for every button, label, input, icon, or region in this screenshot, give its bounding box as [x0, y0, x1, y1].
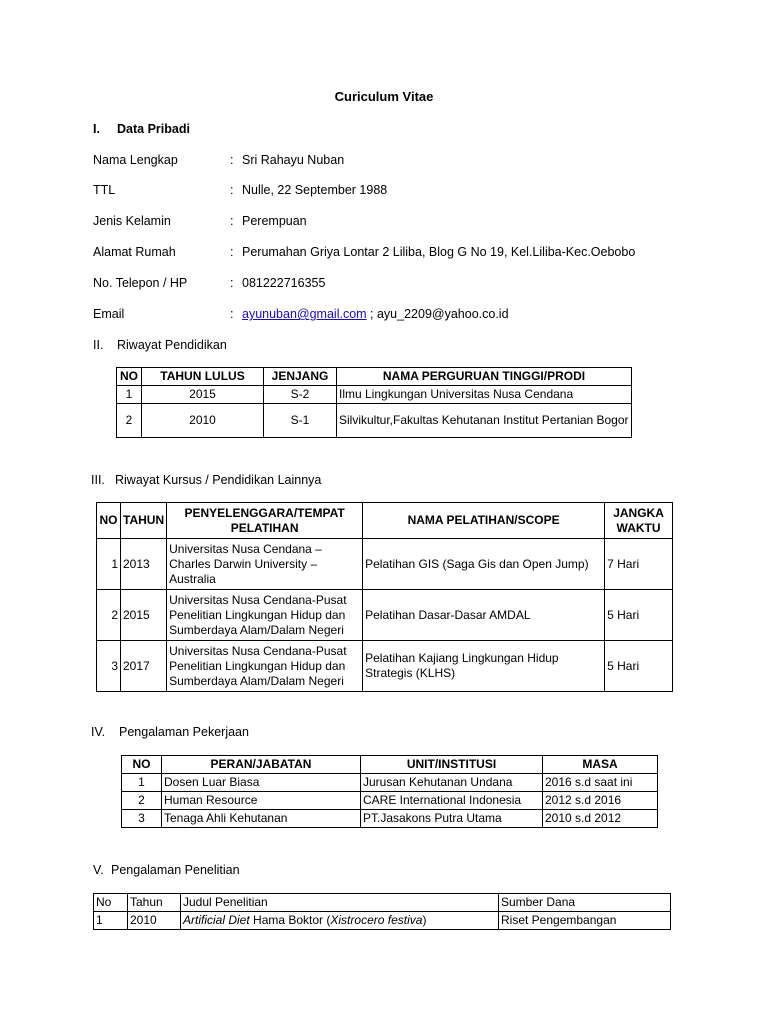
table-row: 3 2017 Universitas Nusa Cendana-Pusat Penelitian Lingkungan Hidup dan Sumberdaya Alam/Dalam Negeri Pelatihan Kajiang Lingkungan Hidup Strategis (KLHS) 5 Hari — [97, 641, 673, 692]
table-row: 1 2015 S-2 Ilmu Lingkungan Universitas Nusa Cendana — [117, 386, 632, 404]
education-header-row: NO TAHUN LULUS JENJANG NAMA PERGURUAN TINGGI/PRODI — [117, 368, 632, 386]
section-pengalaman-pekerjaan: IV. Pengalaman Pekerjaan — [91, 725, 249, 739]
name-value: Sri Rahayu Nuban — [242, 153, 345, 167]
table-row: 2 2015 Universitas Nusa Cendana-Pusat Penelitian Lingkungan Hidup dan Sumberdaya Alam/Dalam Negeri Pelatihan Dasar-Dasar AMDAL 5 Hari — [97, 590, 673, 641]
courses-header-row: NO TAHUN PENYELENGGARA/TEMPAT PELATIHAN NAMA PELATIHAN/SCOPE JANGKA WAKTU — [97, 503, 673, 539]
section-riwayat-kursus: III. Riwayat Kursus / Pendidikan Lainnya — [91, 473, 322, 487]
row-telepon: No. Telepon / HP : 081222716355 — [93, 276, 326, 290]
education-table — [116, 367, 632, 438]
table-row: 2 2010 S-1 Silvikultur,Fakultas Kehutanan Institut Pertanian Bogor — [117, 404, 632, 438]
ttl-value: Nulle, 22 September 1988 — [242, 183, 388, 197]
email-secondary: ayu_2209@yahoo.co.id — [376, 307, 509, 321]
table-row: 1 2010 Artificial Diet Hama Boktor (Xistrocero festiva) Riset Pengembangan — [94, 912, 671, 930]
section-data-pribadi: I. Data Pribadi — [93, 122, 190, 136]
address-value: Perumahan Griya Lontar 2 Liliba, Blog G No 19, Kel.Liliba-Kec.Oebobo — [242, 245, 636, 259]
table-row: 1 2013 Universitas Nusa Cendana – Charles Darwin University – Australia Pelatihan GIS (Saga Gis dan Open Jump) 7 Hari — [97, 539, 673, 590]
row-ttl: TTL : Nulle, 22 September 1988 — [93, 183, 388, 197]
work-table — [121, 755, 658, 828]
courses-table — [96, 502, 673, 692]
row-alamat: Alamat Rumah : Perumahan Griya Lontar 2 Liliba, Blog G No 19, Kel.Liliba-Kec.Oebobo — [93, 245, 636, 259]
section-riwayat-pendidikan: II. Riwayat Pendidikan — [93, 338, 227, 352]
phone-value: 081222716355 — [242, 276, 326, 290]
gender-value: Perempuan — [242, 214, 307, 228]
research-title: Artificial Diet Hama Boktor (Xistrocero festiva) — [181, 912, 499, 930]
table-row: 3 Tenaga Ahli Kehutanan PT.Jasakons Putra Utama 2010 s.d 2012 — [122, 810, 658, 828]
row-email: Email : ayunuban@gmail.com ; ayu_2209@yahoo.co.id — [93, 307, 509, 321]
row-jenis-kelamin: Jenis Kelamin : Perempuan — [93, 214, 307, 228]
email-link[interactable]: ayunuban@gmail.com — [242, 307, 367, 321]
row-nama: Nama Lengkap : Sri Rahayu Nuban — [93, 153, 345, 167]
research-table — [93, 893, 671, 930]
section-pengalaman-penelitian: V. Pengalaman Penelitian — [93, 863, 240, 877]
page-title: Curiculum Vitae — [334, 89, 434, 104]
work-header-row: NO PERAN/JABATAN UNIT/INSTITUSI MASA — [122, 756, 658, 774]
table-row: 2 Human Resource CARE International Indonesia 2012 s.d 2016 — [122, 792, 658, 810]
research-header-row: No Tahun Judul Penelitian Sumber Dana — [94, 894, 671, 912]
table-row: 1 Dosen Luar Biasa Jurusan Kehutanan Undana 2016 s.d saat ini — [122, 774, 658, 792]
